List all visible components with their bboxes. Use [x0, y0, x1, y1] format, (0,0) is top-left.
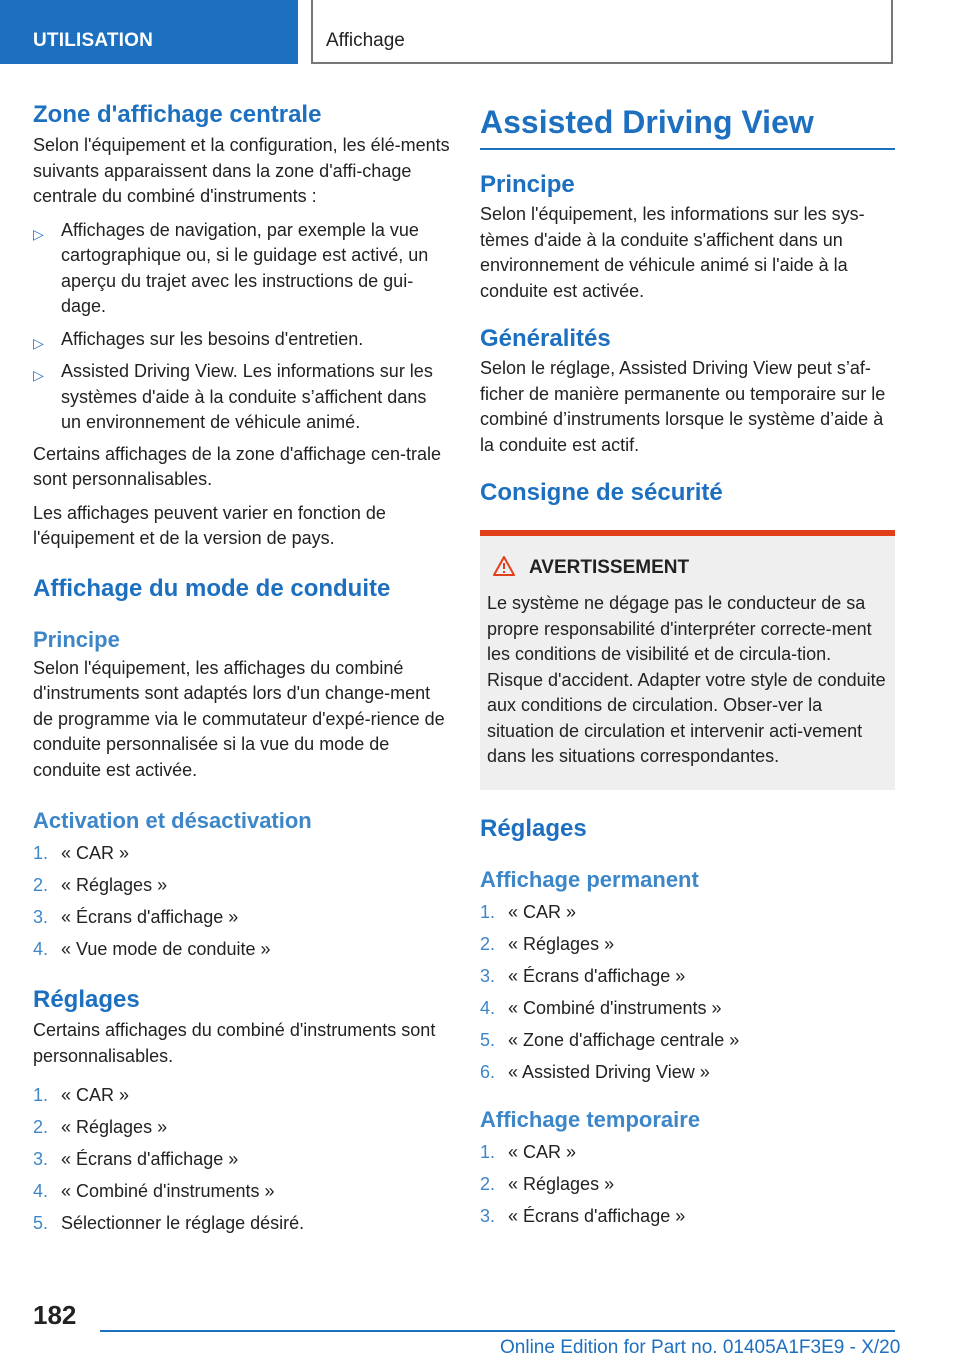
- list-item: 1. « CAR »: [33, 843, 130, 863]
- generalites-text: Selon le réglage, Assisted Driving View peut s’af-ficher de manière permanente ou temporaire sur le combiné d’instruments lorsque le système d’aide à la conduite est actif.: [480, 358, 886, 455]
- heading-affichage-permanent: Affichage permanent: [480, 866, 699, 892]
- heading-consigne-securite: Consigne de sécurité: [480, 479, 723, 506]
- page-number: 182: [33, 1300, 77, 1330]
- triangle-bullet-icon: ▷: [33, 367, 44, 383]
- warning-text: Le système ne dégage pas le conducteur de sa propre responsabilité d'interpréter correcte-ment les conditions de visibilité et de circula-tion. Risque d'accident. Adapter votre style de conduite aux conditions de circulation. Obser-ver la situation de circulation et intervenir acti-vement dans les situations correspondantes.: [487, 593, 886, 766]
- list-item: ▷ Affichages de navigation, par exemple la vue cartographique ou, si le guidage est activé, un aperçu du trajet avec les instructions de gui-dage.: [33, 219, 429, 316]
- list-item: 2. « Réglages »: [480, 933, 615, 954]
- heading-mode-conduite: Affichage du mode de conduite: [33, 574, 391, 602]
- header-title-box: [311, 0, 893, 64]
- left-column: [33, 100, 451, 1239]
- list-item: 2. « Réglages »: [33, 875, 168, 895]
- heading-principe: Principe: [33, 626, 120, 652]
- heading-zone-affichage: Zone d'affichage centrale: [33, 101, 322, 128]
- list-item: 3. « Écrans d'affichage »: [480, 1205, 686, 1226]
- list-item: 3. « Écrans d'affichage »: [33, 1149, 239, 1169]
- heading-affichage-temporaire: Affichage temporaire: [480, 1106, 701, 1132]
- list-item: 3. « Écrans d'affichage »: [480, 965, 686, 986]
- triangle-bullet-icon: ▷: [33, 334, 44, 351]
- list-item: ▷ Affichages sur les besoins d'entretien.: [33, 327, 451, 353]
- list-item: 2. « Réglages »: [33, 1117, 168, 1137]
- zone-intro: Selon l'équipement et la configuration, les élé-ments suivants apparaissent dans la zone d'affi-chage centrale du combiné d'instruments :: [33, 135, 450, 206]
- warning-title: AVERTISSEMENT: [529, 557, 690, 578]
- zone-paragraph-3: Les affichages peuvent varier en fonction de l'équipement et de la version de pays.: [33, 502, 386, 548]
- heading-reglages: Réglages: [480, 814, 587, 842]
- warning-header: [487, 556, 887, 583]
- permanent-steps: [480, 896, 895, 1088]
- list-item: 4. « Combiné d'instruments »: [480, 997, 722, 1018]
- section-label: UTILISATION: [33, 30, 154, 51]
- list-item: 1. « CAR »: [480, 1141, 577, 1162]
- list-item: 1. « CAR »: [33, 1085, 130, 1105]
- list-item: 2. « Réglages »: [480, 1173, 615, 1194]
- heading-generalites: Généralités: [480, 325, 611, 352]
- heading-activation: Activation et désactivation: [33, 808, 312, 833]
- list-item: 4. « Combiné d'instruments »: [33, 1181, 275, 1201]
- chapter-title: Affichage: [326, 30, 405, 51]
- list-item: 5. « Zone d'affichage centrale »: [480, 1029, 740, 1050]
- triangle-bullet-icon: ▷: [33, 225, 44, 242]
- zone-paragraph-2: Certains affichages de la zone d'affichage cen-trale sont personnalisables.: [33, 443, 442, 489]
- zone-bullet-list: [33, 218, 451, 436]
- right-column: [480, 102, 895, 1232]
- heading-assisted-driving-view: Assisted Driving View: [480, 102, 895, 150]
- list-item: 4. « Vue mode de conduite »: [33, 939, 271, 959]
- temporaire-steps: [480, 1136, 895, 1232]
- list-item: 1. « CAR »: [480, 901, 577, 922]
- list-item: 5. Sélectionner le réglage désiré.: [33, 1213, 305, 1233]
- warning-triangle-icon: [493, 556, 515, 583]
- reglages-text: Certains affichages du combiné d'instruments sont personnalisables.: [33, 1020, 436, 1066]
- reglages-steps: [33, 1079, 451, 1239]
- warning-box: [480, 530, 895, 790]
- list-item: 3. « Écrans d'affichage »: [33, 907, 239, 927]
- principe-text: Selon l'équipement, les informations sur les sys-tèmes d'aide à la conduite s'affichent dans un environnement de véhicule animé si l'aide à la conduite est activée.: [480, 204, 865, 301]
- heading-principe: Principe: [480, 171, 575, 198]
- footer-edition: Online Edition for Part no. 01405A1F3E9 - X/20: [500, 1337, 901, 1358]
- list-item: 6. « Assisted Driving View »: [480, 1061, 710, 1082]
- section-tab: [0, 0, 298, 64]
- heading-reglages: Réglages: [33, 986, 140, 1013]
- activation-steps: [33, 837, 451, 965]
- list-item: ▷ Assisted Driving View. Les informations sur les systèmes d'aide à la conduite s’affichent dans un environnement de véhicule animé.: [33, 361, 433, 432]
- principe-text: Selon l'équipement, les affichages du combiné d'instruments sont adaptés lors d'un change-ment de programme via le commutateur d'expé-rience de conduite personnalisée si la vue du mode de conduite est activée.: [33, 657, 445, 780]
- footer-divider: [100, 1330, 895, 1332]
